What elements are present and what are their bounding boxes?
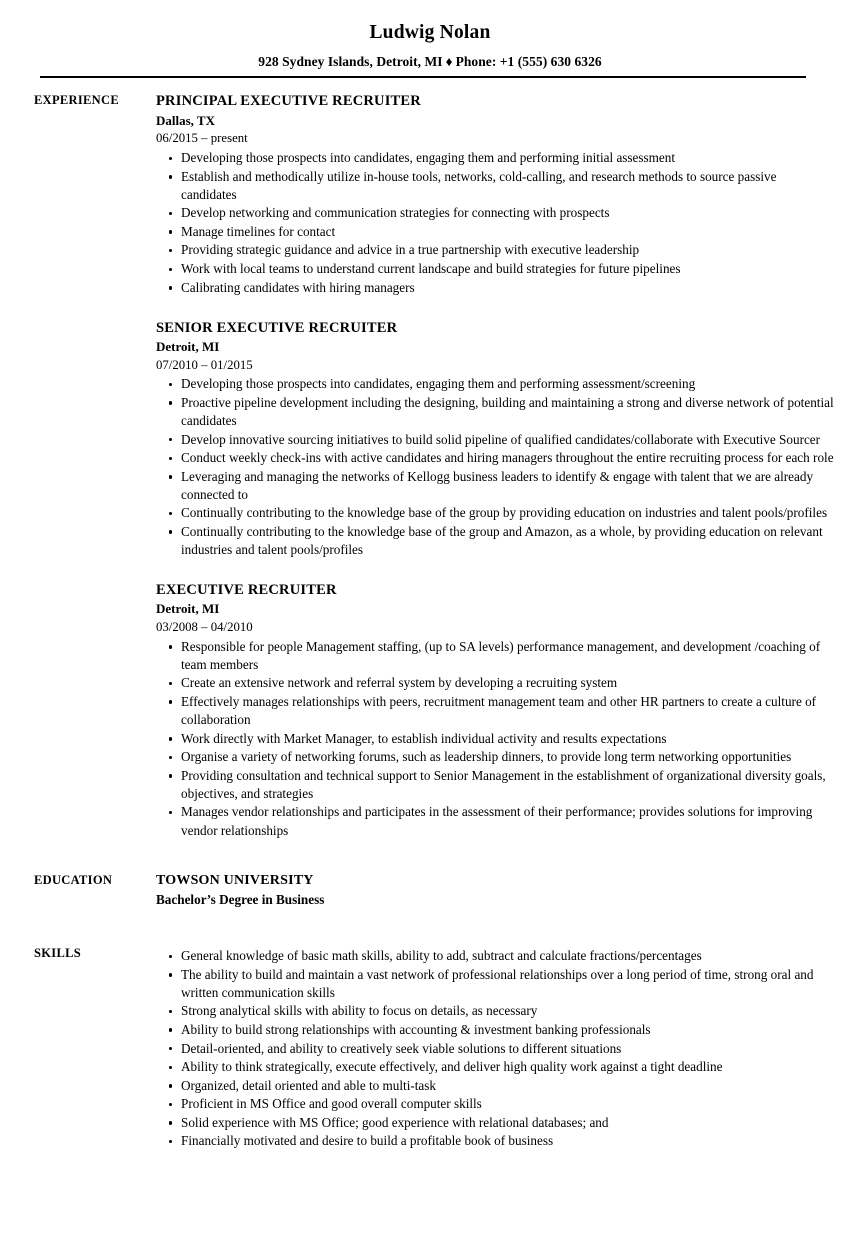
job-bullet: Organise a variety of networking forums, such as leadership dinners, to provide long term networking opportunities — [156, 748, 834, 766]
job-bullet-list — [156, 149, 834, 297]
job-bullet: Developing those prospects into candidates, engaging them and performing assessment/screening — [156, 375, 834, 393]
job-title: EXECUTIVE RECRUITER — [156, 582, 337, 599]
experience-entries — [154, 92, 834, 840]
education-entries — [154, 872, 834, 909]
job-location: Detroit, MI — [156, 338, 220, 354]
job-bullet: Manage timelines for contact — [156, 223, 834, 241]
education-entry — [156, 872, 834, 909]
education-degree: Bachelor’s Degree in Business — [156, 892, 325, 908]
job-bullet: Develop innovative sourcing initiatives to build solid pipeline of qualified candidates/collaborate with Executive Sourcer — [156, 431, 834, 449]
job-location: Detroit, MI — [156, 601, 220, 617]
education-school: TOWSON UNIVERSITY — [156, 873, 314, 889]
job-bullet: Develop networking and communication strategies for connecting with prospects — [156, 204, 834, 222]
header-divider — [40, 76, 806, 78]
diamond-separator-icon: ♦ — [445, 54, 453, 70]
job-title: SENIOR EXECUTIVE RECRUITER — [156, 319, 398, 336]
job-bullet: Effectively manages relationships with peers, recruitment management team and other HR partners to create a culture of collaboration — [156, 693, 834, 729]
skill-bullet: Detail-oriented, and ability to creatively seek viable solutions to different situations — [156, 1040, 834, 1058]
job-bullet: Providing consultation and technical support to Senior Management in the establishment of organizational diversity goals, objectives, and strategies — [156, 767, 834, 803]
job-bullet: Work with local teams to understand current landscape and build strategies for future pipelines — [156, 260, 834, 278]
contact-line — [0, 54, 860, 70]
job-bullet: Work directly with Market Manager, to establish individual activity and results expectations — [156, 730, 834, 748]
job-bullet: Create an extensive network and referral system by developing a recruiting system — [156, 674, 834, 692]
skill-bullet: Proficient in MS Office and good overall computer skills — [156, 1095, 834, 1113]
job-bullet: Calibrating candidates with hiring managers — [156, 279, 834, 297]
job-bullet: Leveraging and managing the networks of Kellogg business leaders to identify & engage with talent that we are already connected to — [156, 468, 834, 504]
contact-address: 928 Sydney Islands, Detroit, MI — [258, 54, 443, 70]
skill-bullet: Solid experience with MS Office; good experience with relational databases; and — [156, 1114, 834, 1132]
job-entry — [156, 92, 834, 296]
skills-bullet-list — [156, 947, 834, 1150]
skill-bullet: General knowledge of basic math skills, ability to add, subtract and calculate fractions/percentages — [156, 947, 834, 965]
section-skills — [0, 945, 860, 1151]
job-bullet: Proactive pipeline development including the designing, building and maintaining a strong and diverse network of potential candidates — [156, 394, 834, 430]
skill-bullet: Ability to build strong relationships with accounting & investment banking professionals — [156, 1021, 834, 1039]
job-bullet: Developing those prospects into candidates, engaging them and performing initial assessment — [156, 149, 834, 167]
section-education — [0, 872, 860, 909]
skill-bullet: Strong analytical skills with ability to focus on details, as necessary — [156, 1002, 834, 1020]
contact-phone: Phone: +1 (555) 630 6326 — [455, 54, 602, 70]
section-label-skills: SKILLS — [34, 946, 81, 961]
job-dates: 06/2015 – present — [156, 131, 248, 146]
job-bullet: Establish and methodically utilize in-house tools, networks, cold-calling, and research methods to source passive candidates — [156, 168, 834, 204]
job-bullet-list — [156, 375, 834, 559]
job-dates: 07/2010 – 01/2015 — [156, 357, 253, 372]
skills-entries — [154, 945, 834, 1151]
job-bullet-list — [156, 638, 834, 840]
skill-bullet: Financially motivated and desire to build a profitable book of business — [156, 1132, 834, 1150]
candidate-name: Ludwig Nolan — [369, 22, 491, 43]
job-bullet: Responsible for people Management staffing, (up to SA levels) performance management, and development /coaching of team members — [156, 638, 834, 674]
job-entry — [156, 319, 834, 559]
skill-bullet: Organized, detail oriented and able to multi-task — [156, 1077, 834, 1095]
job-bullet: Manages vendor relationships and participates in the assessment of their performance; provides solutions for improving vendor relationships — [156, 803, 834, 839]
section-label-experience: EXPERIENCE — [34, 93, 119, 108]
job-location: Dallas, TX — [156, 112, 215, 128]
section-experience — [0, 92, 860, 840]
job-bullet: Providing strategic guidance and advice in a true partnership with executive leadership — [156, 241, 834, 259]
section-label-education: EDUCATION — [34, 873, 113, 888]
job-bullet: Continually contributing to the knowledge base of the group and Amazon, as a whole, by providing education on relevant industries and talent pools/profiles — [156, 523, 834, 559]
job-dates: 03/2008 – 04/2010 — [156, 620, 253, 635]
job-title: PRINCIPAL EXECUTIVE RECRUITER — [156, 93, 421, 110]
resume-header — [0, 0, 860, 78]
job-bullet: Continually contributing to the knowledge base of the group by providing education on industries and talent pools/profiles — [156, 504, 834, 522]
skill-bullet: Ability to think strategically, execute effectively, and deliver high quality work against a tight deadline — [156, 1058, 834, 1076]
skill-bullet: The ability to build and maintain a vast network of professional relationships over a long period of time, strong oral and written communication skills — [156, 966, 834, 1002]
job-entry — [156, 581, 834, 840]
job-bullet: Conduct weekly check-ins with active candidates and hiring managers throughout the entire recruiting process for each role — [156, 449, 834, 467]
